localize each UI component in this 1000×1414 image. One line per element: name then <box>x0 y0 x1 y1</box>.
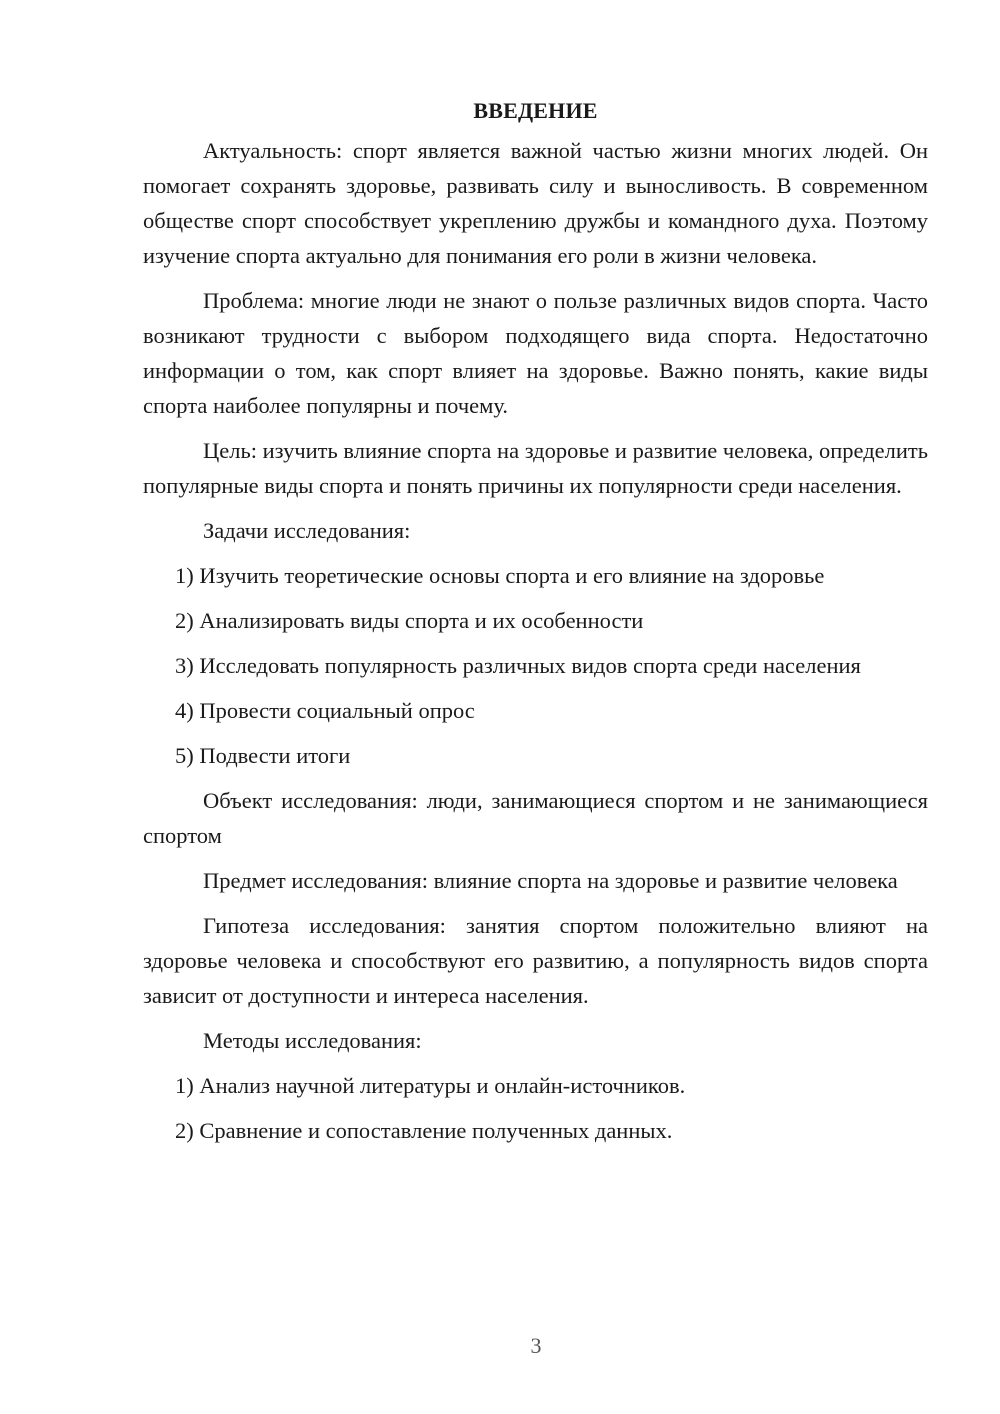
method-item-2: 2) Сравнение и сопоставление полученных данных. <box>175 1118 673 1143</box>
task-item-1: 1) Изучить теоретические основы спорта и его влияние на здоровье <box>175 563 825 588</box>
problem-paragraph: Проблема: многие люди не знают о пользе различных видов спорта. Часто возникают трудности с выбором подходящего вида спорта. Недостаточно информации о том, как спорт влияет на здоровье. Важно понять, какие виды спорта наиболее популярны и почему. <box>143 288 928 418</box>
task-item-5: 5) Подвести итоги <box>175 743 351 768</box>
object-paragraph: Объект исследования: люди, занимающиеся спортом и не занимающиеся спортом <box>143 788 928 848</box>
methods-heading: Методы исследования: <box>203 1028 422 1053</box>
task-item-4: 4) Провести социальный опрос <box>175 698 475 723</box>
method-item-1: 1) Анализ научной литературы и онлайн-источников. <box>175 1073 686 1098</box>
subject-paragraph: Предмет исследования: влияние спорта на здоровье и развитие человека <box>203 868 898 893</box>
task-item-3: 3) Исследовать популярность различных видов спорта среди населения <box>175 653 861 678</box>
page-number: 3 <box>530 1333 542 1358</box>
tasks-heading: Задачи исследования: <box>203 518 411 543</box>
page-content <box>143 93 928 1158</box>
section-title: ВВЕДЕНИЕ <box>473 98 598 123</box>
goal-paragraph: Цель: изучить влияние спорта на здоровье и развитие человека, определить популярные виды спорта и понять причины их популярности среди населения. <box>143 438 928 498</box>
relevance-paragraph: Актуальность: спорт является важной частью жизни многих людей. Он помогает сохранять здоровье, развивать силу и выносливость. В современном обществе спорт способствует укреплению дружбы и командного духа. Поэтому изучение спорта актуально для понимания его роли в жизни человека. <box>143 138 928 268</box>
hypothesis-paragraph: Гипотеза исследования: занятия спортом положительно влияют на здоровье человека и способствуют его развитию, а популярность видов спорта зависит от доступности и интереса населения. <box>143 913 928 1008</box>
task-item-2: 2) Анализировать виды спорта и их особенности <box>175 608 644 633</box>
